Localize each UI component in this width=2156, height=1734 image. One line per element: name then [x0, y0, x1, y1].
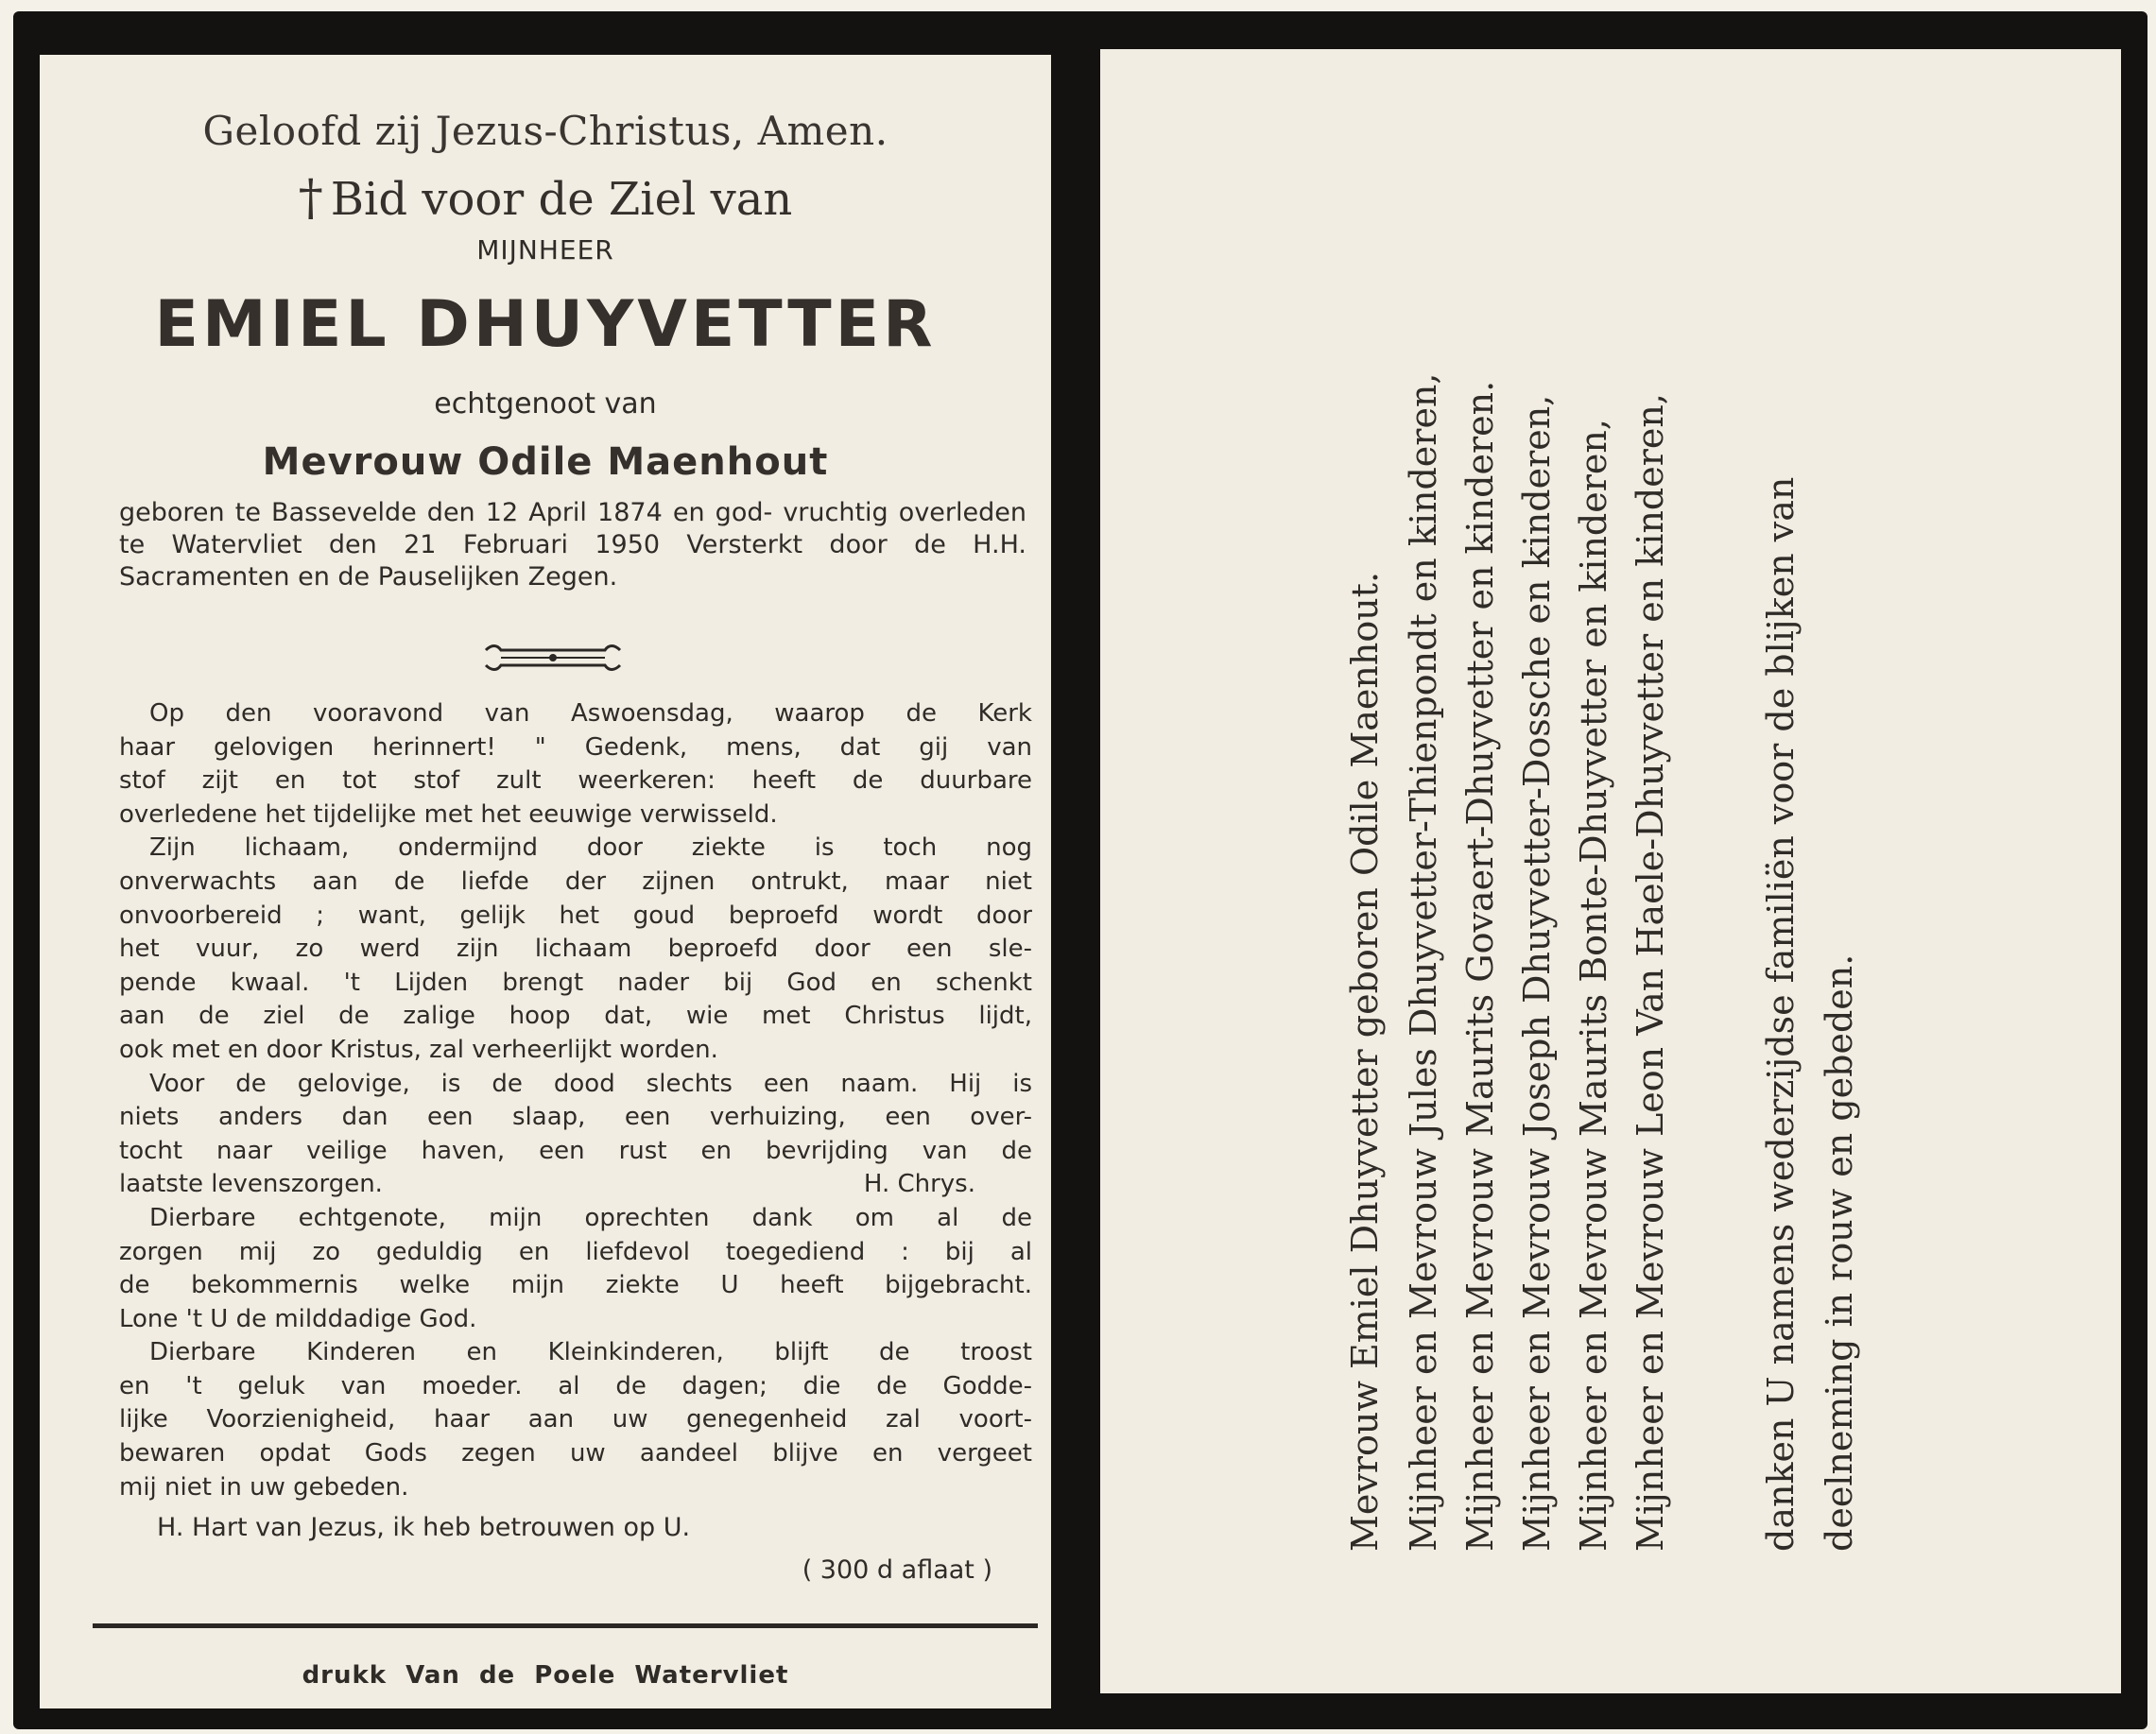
text-line: en 't geluk van moeder. al de dagen; die de Godde-: [119, 1371, 1032, 1400]
text-line: Dierbare Kinderen en Kleinkinderen, blijft de troost: [149, 1338, 1032, 1367]
closing-prayer: H. Hart van Jezus, ik heb betrouwen op U.: [157, 1513, 691, 1542]
text-line: tocht naar veilige haven, een rust en bevrijding van de: [119, 1136, 1032, 1165]
prayer-text: Bid voor de Ziel van: [330, 173, 793, 226]
right-panel: [1100, 49, 2121, 1693]
text-line: overledene het tijdelijke met het eeuwige verwisseld.: [119, 799, 778, 829]
text-line: Dierbare echtgenote, mijn oprechten dank om al de: [149, 1203, 1032, 1232]
spouse-name: Mevrouw Odile Maenhout: [262, 440, 829, 484]
opening-line: Geloofd zij Jezus-Christus, Amen.: [202, 108, 888, 154]
family-line: Mijnheer en Mevrouw Maurits Bonte-Dhuyvetter en kinderen,: [1573, 419, 1614, 1552]
spouse-label: echtgenoot van: [434, 387, 657, 421]
quote-author: H. Chrys.: [863, 1170, 975, 1199]
text-line: ook met en door Kristus, zal verheerlijkt worden.: [119, 1035, 718, 1064]
text-line: het vuur, zo werd zijn lichaam beproefd door een sle-: [119, 935, 1032, 964]
cross-icon: †: [298, 170, 323, 227]
text-line: mij niet in uw gebeden.: [119, 1472, 409, 1502]
text-line: niets anders dan een slaap, een verhuizing, een over-: [119, 1103, 1032, 1132]
text-line: zorgen mij zo geduldig en liefdevol toegediend : bij al: [119, 1237, 1032, 1266]
family-line: Mijnheer en Mevrouw Maurits Govaert-Dhuyvetter en kinderen.: [1459, 380, 1501, 1552]
text-line: onverwachts aan de liefde der zijnen ontrukt, maar niet: [119, 867, 1032, 896]
text-line: Lone 't U de milddadige God.: [119, 1304, 477, 1333]
family-thanks: [1100, 49, 2121, 1693]
prayer-line: [40, 170, 1051, 227]
thanks-line: danken U namens wederzijdse familiën voor de blijken van: [1760, 476, 1802, 1552]
divider-rule: [93, 1623, 1038, 1628]
indulgence-note: ( 300 d aflaat ): [802, 1555, 992, 1585]
family-line: Mijnheer en Mevrouw Leon Van Haele-Dhuyvetter en kinderen,: [1630, 393, 1671, 1552]
text-line: stof zijt en tot stof zult weerkeren: heeft de duurbare: [119, 766, 1032, 796]
text-line: Op den vooravond van Aswoensdag, waarop de Kerk: [149, 699, 1032, 728]
left-panel: [40, 55, 1051, 1708]
family-line: Mijnheer en Mevrouw Jules Dhuyvetter-Thienpondt en kinderen,: [1403, 372, 1444, 1552]
ornament-divider-icon: [482, 641, 624, 675]
text-line: de bekommernis welke mijn ziekte U heeft bijgebracht.: [119, 1271, 1032, 1300]
birth-death-details: geboren te Bassevelde den 12 April 1874 en god- vruchtig overleden te Watervliet den 21 Februari 1950 Versterkt door de H.H. Sacramenten en de Pauselijken Zegen.: [119, 498, 1026, 592]
family-line: Mevrouw Emiel Dhuyvetter geboren Odile Maenhout.: [1344, 571, 1386, 1552]
deceased-name: EMIEL DHUYVETTER: [154, 287, 937, 362]
title-mister: MIJNHEER: [476, 234, 614, 266]
text-line: laatste levenszorgen.: [119, 1170, 383, 1199]
text-line: pende kwaal. 't Lijden brengt nader bij God en schenkt: [119, 968, 1032, 997]
text-line: Voor de gelovige, is de dood slechts een naam. Hij is: [149, 1069, 1032, 1098]
text-line: lijke Voorzienigheid, haar aan uw genegenheid zal voort-: [119, 1405, 1032, 1434]
text-line: onvoorbereid ; want, gelijk het goud beproefd wordt door: [119, 901, 1032, 930]
meditation-text: [119, 697, 1032, 1504]
text-line: bewaren opdat Gods zegen uw aandeel blijve en vergeet: [119, 1439, 1032, 1468]
printer-credit: drukk Van de Poele Watervliet: [302, 1661, 789, 1690]
family-line: Mijnheer en Mevrouw Joseph Dhuyvetter-Dossche en kinderen,: [1516, 394, 1558, 1552]
text-line: haar gelovigen herinnert! " Gedenk, mens, dat gij van: [119, 732, 1032, 762]
quote-attribution-line: [119, 1168, 1032, 1202]
thanks-line: deelneming in rouw en gebeden.: [1819, 953, 1860, 1552]
mourning-card: [13, 11, 2147, 1729]
text-line: Zijn lichaam, ondermijnd door ziekte is toch nog: [149, 833, 1032, 863]
text-line: aan de ziel de zalige hoop dat, wie met Christus lijdt,: [119, 1002, 1032, 1031]
